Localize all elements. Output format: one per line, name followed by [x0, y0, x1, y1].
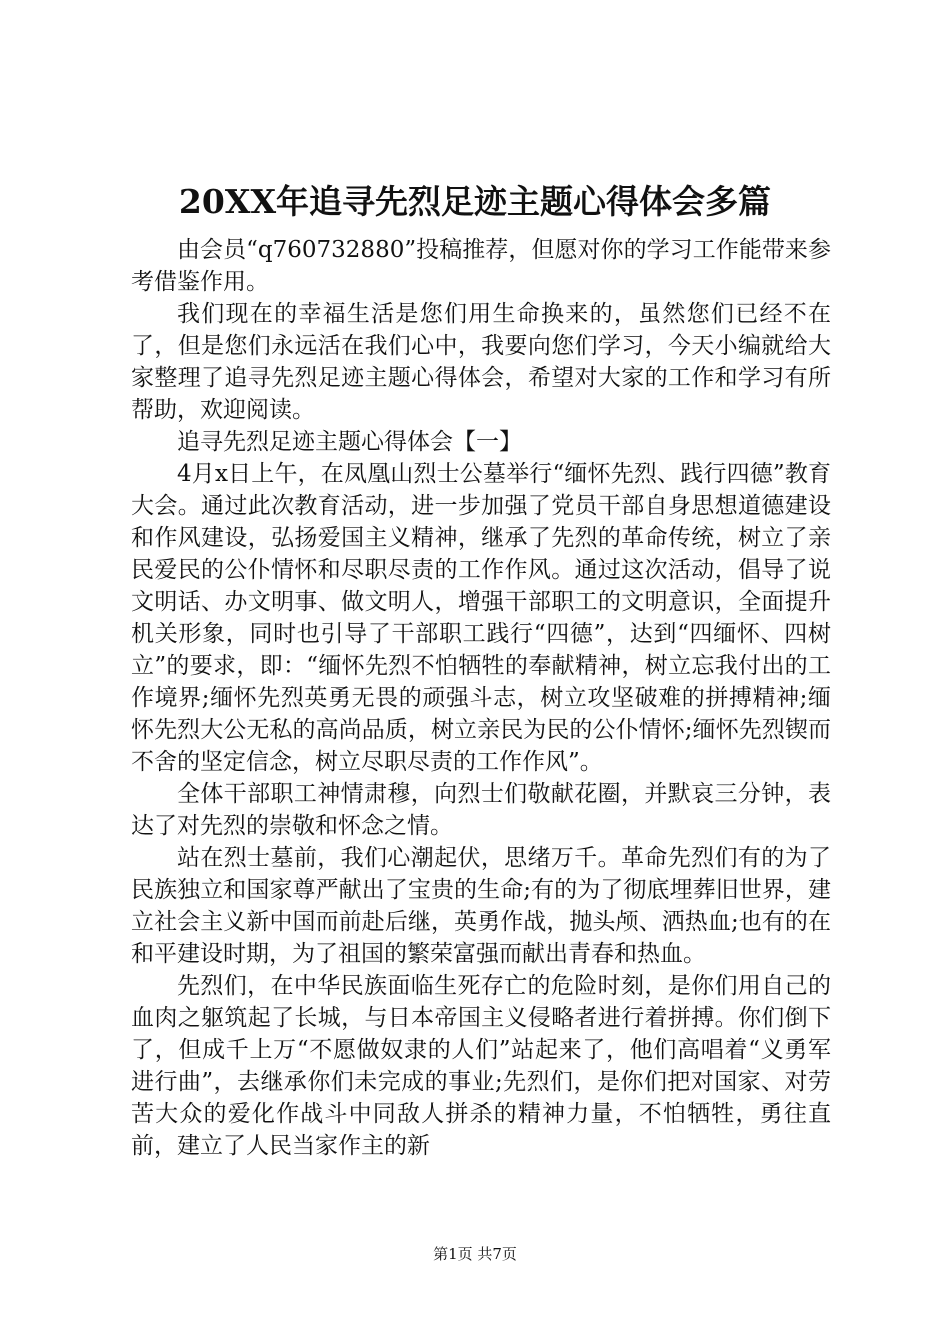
paragraph-preface: 我们现在的幸福生活是您们用生命换来的，虽然您们已经不在了，但是您们永远活在我们心中，我要向您们学习，今天小编就给大家整理了追寻先烈足迹主题心得体会，希望对大家的工作和学习有所帮助，欢迎阅读。 [131, 301, 831, 423]
paragraph-ceremony: 4月x日上午，在凤凰山烈士公墓举行“缅怀先烈、践行四德”教育大会。通过此次教育活动，进一步加强了党员干部自身思想道德建设和作风建设，弘扬爱国主义精神，继承了先烈的革命传统，树立了亲民爱民的公仆情怀和尽职尽责的工作作风。通过这次活动，倡导了说文明话、办文明事、做文明人，增强干部职工的文明意识，全面提升机关形象，同时也引导了干部职工践行“四德”，达到“四缅怀、四树立”的要求，即：“缅怀先烈不怕牺牲的奉献精神，树立忘我付出的工作境界;缅怀先烈英勇无畏的顽强斗志，树立攻坚破难的拼搏精神;缅怀先烈大公无私的高尚品质，树立亲民为民的公仆情怀;缅怀先烈锲而不舍的坚定信念，树立尽职尽责的工作作风”。 [131, 461, 831, 775]
paragraph-martyrs: 先烈们，在中华民族面临生死存亡的危险时刻，是你们用自己的血肉之躯筑起了长城，与日本帝国主义侵略者进行着拼搏。你们倒下了，但成千上万“不愿做奴隶的人们”站起来了，他们高唱着“义勇军进行曲”，去继承你们未完成的事业;先烈们，是你们把对国家、对劳苦大众的爱化作战斗中同敌人拼杀的精神力量，不怕牺牲，勇往直前，建立了人民当家作主的新 [131, 973, 831, 1159]
paragraph-intro: 由会员“q760732880”投稿推荐，但愿对你的学习工作能带来参考借鉴作用。 [131, 237, 831, 295]
document-title: 20XX年追寻先烈足迹主题心得体会多篇 [178, 182, 772, 221]
paragraph-tribute: 全体干部职工神情肃穆，向烈士们敬献花圈，并默哀三分钟，表达了对先烈的崇敬和怀念之情。 [131, 781, 831, 839]
document-body [131, 234, 831, 1162]
section-heading-one: 追寻先烈足迹主题心得体会【一】 [177, 429, 522, 455]
page-footer: 第1页 共7页 [433, 1245, 517, 1263]
paragraph-reflection: 站在烈士墓前，我们心潮起伏，思绪万千。革命先烈们有的为了民族独立和国家尊严献出了宝贵的生命;有的为了彻底埋葬旧世界，建立社会主义新中国而前赴后继，英勇作战，抛头颅、洒热血;也有的在和平建设时期，为了祖国的繁荣富强而献出青春和热血。 [131, 845, 831, 967]
